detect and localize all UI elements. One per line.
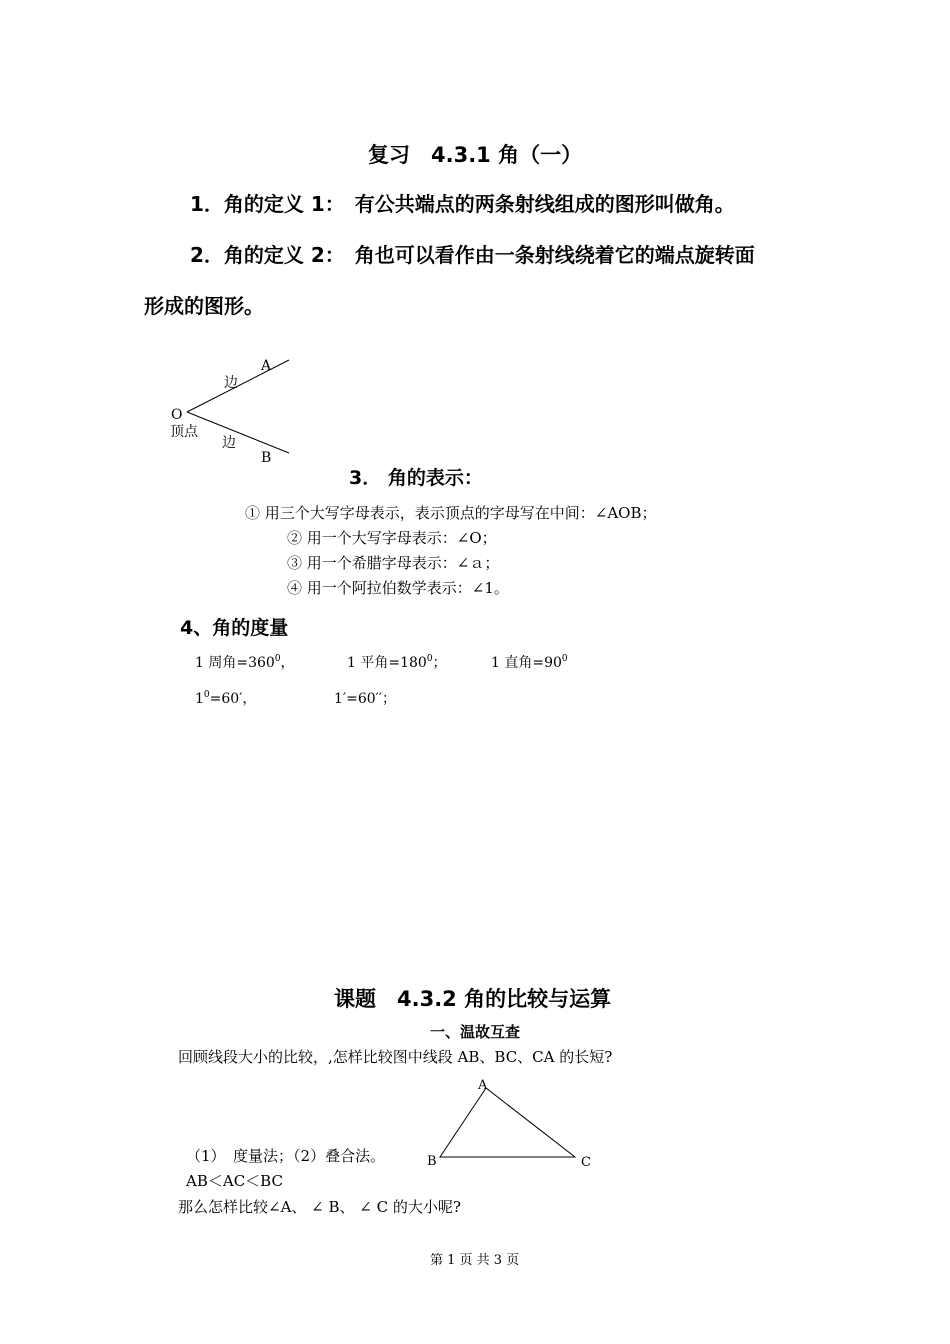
section2-title: 课题 4.3.2 角的比较与运算: [334, 987, 612, 1011]
right-angle-relation: 1 直角$=90^0$: [491, 654, 568, 671]
notation-item-3: ③ 用一个希腊字母表示：∠ａ；: [287, 554, 500, 572]
label-a: A: [261, 358, 272, 374]
measure-heading: 4、角的度量: [180, 617, 289, 639]
notation-item-2: ② 用一个大写字母表示：∠O；: [287, 529, 497, 547]
triangle-abc: [440, 1088, 575, 1157]
triangle-label-a: A: [478, 1078, 488, 1093]
comparison-methods: （1） 度量法；（2）叠合法。: [186, 1147, 386, 1165]
label-vertex: 顶点: [170, 424, 198, 440]
triangle-label-b: B: [427, 1154, 437, 1169]
section2-subtitle: 一、温故互查: [430, 1023, 521, 1041]
notation-item-4: ④ 用一个阿拉伯数学表示：∠1。: [287, 579, 509, 597]
label-b: B: [261, 450, 272, 466]
degree-minute-relation: $1^0=60'$，: [195, 690, 257, 707]
notation-item-1: ① 用三个大写字母表示，表示顶点的字母写在中间：∠AOB；: [245, 504, 657, 522]
label-side-top: 边: [224, 375, 238, 391]
angle-definition-1: 1．角的定义 1： 有公共端点的两条射线组成的图形叫做角。: [190, 192, 735, 216]
minute-second-relation: 1′=60′′；: [334, 691, 396, 707]
segment-question: 回顾线段大小的比较，,怎样比较图中线段 AB、BC、CA 的长短?: [178, 1048, 613, 1066]
angle-definition-2-line1: 2．角的定义 2： 角也可以看作由一条射线绕着它的端点旋转面: [190, 243, 755, 267]
segment-comparison-result: AB＜AC＜BC: [186, 1172, 283, 1190]
notation-heading: 3． 角的表示：: [349, 467, 483, 489]
section1-title: 复习 4.3.1 角（一）: [368, 143, 583, 167]
angle-question: 那么怎样比较∠A、 ∠ B、 ∠ C 的大小呢?: [178, 1198, 461, 1216]
straight-angle-relation: 1 平角$=180^0$；: [347, 654, 447, 671]
page-footer: 第 1 页 共 3 页: [430, 1253, 520, 1268]
full-angle-relation: 1 周角$=360^0$，: [195, 654, 295, 671]
ray-oa: [187, 360, 289, 412]
label-o: O: [171, 407, 183, 423]
triangle-label-c: C: [581, 1155, 591, 1170]
angle-diagram: [160, 350, 310, 468]
angle-definition-2-line2: 形成的图形。: [144, 294, 264, 318]
triangle-diagram: [424, 1074, 599, 1174]
ray-ob: [187, 412, 289, 453]
label-side-bottom: 边: [222, 435, 236, 451]
